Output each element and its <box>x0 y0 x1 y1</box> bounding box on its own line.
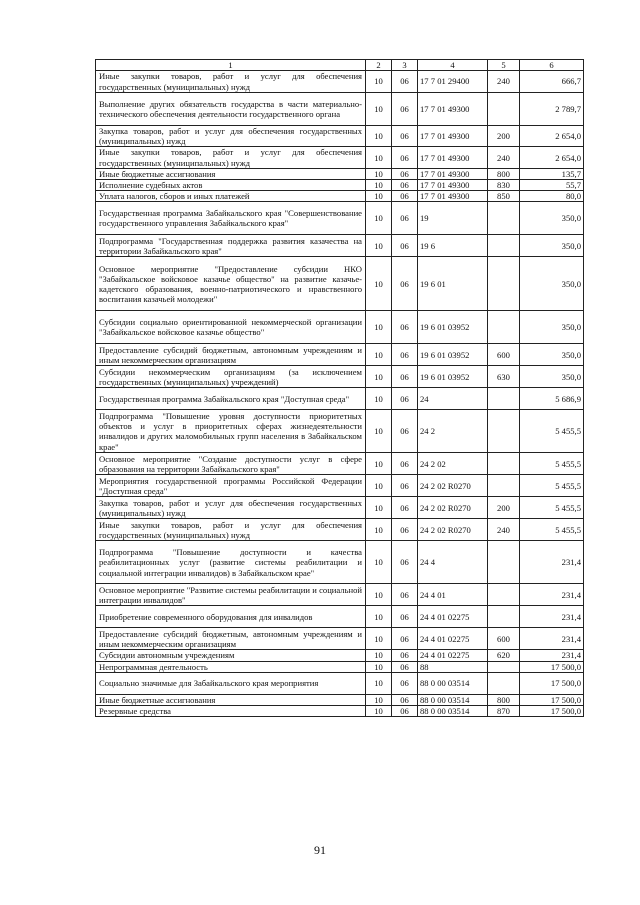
item-name: Закупка товаров, работ и услуг для обеспечения государственных (муниципальных) нужд <box>96 497 366 519</box>
amount-value: 350,0 <box>520 202 584 235</box>
amount-value: 231,4 <box>520 584 584 606</box>
expense-type-code: 240 <box>488 147 520 168</box>
section-code: 10 <box>366 672 392 694</box>
amount-value: 350,0 <box>520 235 584 257</box>
item-name: Иные закупки товаров, работ и услуг для обеспечения государственных (муниципальных) нужд <box>96 147 366 168</box>
section-code: 10 <box>366 344 392 366</box>
item-name: Основное мероприятие "Предоставление субсидии НКО "Забайкальское войсковое казачье общество" на развитие казачье-кадетского образования, военно-патриотического и нравственного воспитания казачьей молодежи" <box>96 257 366 311</box>
amount-value: 17 500,0 <box>520 661 584 672</box>
amount-value: 231,4 <box>520 650 584 661</box>
expense-type-code <box>488 672 520 694</box>
amount-value: 80,0 <box>520 191 584 202</box>
subsection-code: 06 <box>392 519 418 541</box>
subsection-code: 06 <box>392 628 418 650</box>
table-row <box>96 606 584 628</box>
target-article-code: 17 7 01 29400 <box>418 71 488 93</box>
expense-type-code: 630 <box>488 366 520 388</box>
expense-type-code <box>488 453 520 475</box>
amount-value: 5 455,5 <box>520 497 584 519</box>
section-code: 10 <box>366 126 392 147</box>
section-code: 10 <box>366 694 392 705</box>
target-article-code: 24 <box>418 388 488 410</box>
table-row <box>96 344 584 366</box>
amount-value: 666,7 <box>520 71 584 93</box>
amount-value: 231,4 <box>520 541 584 584</box>
subsection-code: 06 <box>392 93 418 126</box>
amount-value: 5 686,9 <box>520 388 584 410</box>
item-name: Иные закупки товаров, работ и услуг для обеспечения государственных (муниципальных) нужд <box>96 519 366 541</box>
budget-page <box>95 59 583 717</box>
target-article-code: 24 2 02 R0270 <box>418 475 488 497</box>
subsection-code: 06 <box>392 584 418 606</box>
target-article-code: 24 4 01 <box>418 584 488 606</box>
target-article-code: 17 7 01 49300 <box>418 180 488 191</box>
table-row <box>96 147 584 168</box>
expense-type-code <box>488 541 520 584</box>
item-name: Социально значимые для Забайкальского края мероприятия <box>96 672 366 694</box>
target-article-code: 19 6 01 <box>418 257 488 311</box>
section-code: 10 <box>366 257 392 311</box>
target-article-code: 19 6 <box>418 235 488 257</box>
table-row <box>96 388 584 410</box>
item-name: Непрограммная деятельность <box>96 661 366 672</box>
item-name: Закупка товаров, работ и услуг для обеспечения государственных (муниципальных) нужд <box>96 126 366 147</box>
section-code: 10 <box>366 706 392 717</box>
target-article-code: 17 7 01 49300 <box>418 168 488 179</box>
table-header-row <box>96 60 584 71</box>
table-row <box>96 311 584 344</box>
amount-value: 2 789,7 <box>520 93 584 126</box>
expense-type-code: 850 <box>488 191 520 202</box>
table-body <box>96 71 584 717</box>
expense-type-code: 830 <box>488 180 520 191</box>
table-row <box>96 168 584 179</box>
section-code: 10 <box>366 191 392 202</box>
section-code: 10 <box>366 650 392 661</box>
item-name: Уплата налогов, сборов и иных платежей <box>96 191 366 202</box>
target-article-code: 24 4 <box>418 541 488 584</box>
section-code: 10 <box>366 311 392 344</box>
subsection-code: 06 <box>392 147 418 168</box>
header-cell: 3 <box>392 60 418 71</box>
table-row <box>96 410 584 453</box>
table-row <box>96 257 584 311</box>
item-name: Основное мероприятие "Создание доступности услуг в сфере образования на территории Забайкальского края" <box>96 453 366 475</box>
expense-type-code <box>488 475 520 497</box>
section-code: 10 <box>366 93 392 126</box>
section-code: 10 <box>366 410 392 453</box>
item-name: Предоставление субсидий бюджетным, автономным учреждениям и иным некоммерческим организациям <box>96 628 366 650</box>
section-code: 10 <box>366 519 392 541</box>
expense-type-code: 600 <box>488 344 520 366</box>
table-row <box>96 366 584 388</box>
table-row <box>96 71 584 93</box>
header-cell: 6 <box>520 60 584 71</box>
section-code: 10 <box>366 366 392 388</box>
subsection-code: 06 <box>392 191 418 202</box>
header-cell: 2 <box>366 60 392 71</box>
expense-type-code <box>488 661 520 672</box>
table-row <box>96 475 584 497</box>
amount-value: 5 455,5 <box>520 519 584 541</box>
expense-type-code: 240 <box>488 519 520 541</box>
expense-type-code <box>488 235 520 257</box>
target-article-code: 88 0 00 03514 <box>418 706 488 717</box>
subsection-code: 06 <box>392 257 418 311</box>
item-name: Иные бюджетные ассигнования <box>96 168 366 179</box>
expense-type-code <box>488 410 520 453</box>
section-code: 10 <box>366 147 392 168</box>
amount-value: 17 500,0 <box>520 694 584 705</box>
table-row <box>96 93 584 126</box>
item-name: Субсидии некоммерческим организациям (за исключением государственных (муниципальных) учреждений) <box>96 366 366 388</box>
table-row <box>96 126 584 147</box>
section-code: 10 <box>366 541 392 584</box>
amount-value: 135,7 <box>520 168 584 179</box>
item-name: Мероприятия государственной программы Российской Федерации "Доступная среда" <box>96 475 366 497</box>
item-name: Резервные средства <box>96 706 366 717</box>
amount-value: 2 654,0 <box>520 147 584 168</box>
table-row <box>96 180 584 191</box>
table-row <box>96 672 584 694</box>
amount-value: 350,0 <box>520 257 584 311</box>
item-name: Подпрограмма "Повышение уровня доступности приоритетных объектов и услуг в приоритетных сферах жизнедеятельности инвалидов и других маломобильных групп населения в Забайкальском крае" <box>96 410 366 453</box>
section-code: 10 <box>366 497 392 519</box>
item-name: Субсидии социально ориентированной некоммерческой организации "Забайкальское войсковое казачье общество" <box>96 311 366 344</box>
item-name: Подпрограмма "Государственная поддержка развития казачества на территории Забайкальского края" <box>96 235 366 257</box>
subsection-code: 06 <box>392 453 418 475</box>
section-code: 10 <box>366 584 392 606</box>
table-row <box>96 453 584 475</box>
item-name: Государственная программа Забайкальского края "Совершенствование государственного управления Забайкальского края" <box>96 202 366 235</box>
section-code: 10 <box>366 475 392 497</box>
subsection-code: 06 <box>392 694 418 705</box>
target-article-code: 88 0 00 03514 <box>418 672 488 694</box>
subsection-code: 06 <box>392 606 418 628</box>
subsection-code: 06 <box>392 366 418 388</box>
amount-value: 55,7 <box>520 180 584 191</box>
item-name: Предоставление субсидий бюджетным, автономным учреждениям и иным некоммерческим организациям <box>96 344 366 366</box>
target-article-code: 24 2 02 R0270 <box>418 497 488 519</box>
subsection-code: 06 <box>392 672 418 694</box>
amount-value: 350,0 <box>520 311 584 344</box>
section-code: 10 <box>366 235 392 257</box>
amount-value: 350,0 <box>520 344 584 366</box>
table-row <box>96 628 584 650</box>
target-article-code: 24 2 02 <box>418 453 488 475</box>
item-name: Иные закупки товаров, работ и услуг для обеспечения государственных (муниципальных) нужд <box>96 71 366 93</box>
table-row <box>96 541 584 584</box>
section-code: 10 <box>366 388 392 410</box>
item-name: Иные бюджетные ассигнования <box>96 694 366 705</box>
subsection-code: 06 <box>392 541 418 584</box>
amount-value: 5 455,5 <box>520 453 584 475</box>
header-cell: 1 <box>96 60 366 71</box>
target-article-code: 24 4 01 02275 <box>418 650 488 661</box>
expense-type-code: 200 <box>488 497 520 519</box>
section-code: 10 <box>366 453 392 475</box>
subsection-code: 06 <box>392 168 418 179</box>
expense-type-code <box>488 257 520 311</box>
section-code: 10 <box>366 661 392 672</box>
table-row <box>96 694 584 705</box>
expense-type-code <box>488 311 520 344</box>
target-article-code: 88 <box>418 661 488 672</box>
expense-type-code: 870 <box>488 706 520 717</box>
table-row <box>96 650 584 661</box>
expense-type-code: 600 <box>488 628 520 650</box>
subsection-code: 06 <box>392 388 418 410</box>
target-article-code: 24 2 02 R0270 <box>418 519 488 541</box>
section-code: 10 <box>366 180 392 191</box>
target-article-code: 24 4 01 02275 <box>418 628 488 650</box>
amount-value: 5 455,5 <box>520 475 584 497</box>
table-row <box>96 202 584 235</box>
target-article-code: 17 7 01 49300 <box>418 93 488 126</box>
expense-type-code: 200 <box>488 126 520 147</box>
item-name: Выполнение других обязательств государства в части материально-технического обеспечения деятельности государственного органа <box>96 93 366 126</box>
expense-type-code <box>488 202 520 235</box>
target-article-code: 24 2 <box>418 410 488 453</box>
table-row <box>96 661 584 672</box>
subsection-code: 06 <box>392 650 418 661</box>
amount-value: 17 500,0 <box>520 672 584 694</box>
section-code: 10 <box>366 606 392 628</box>
target-article-code: 88 0 00 03514 <box>418 694 488 705</box>
subsection-code: 06 <box>392 706 418 717</box>
item-name: Субсидии автономным учреждениям <box>96 650 366 661</box>
amount-value: 2 654,0 <box>520 126 584 147</box>
item-name: Подпрограмма "Повышение доступности и качества реабилитационных услуг (развитие системы реабилитации и социальной интеграции инвалидов) в Забайкальском крае" <box>96 541 366 584</box>
subsection-code: 06 <box>392 202 418 235</box>
target-article-code: 17 7 01 49300 <box>418 147 488 168</box>
table-row <box>96 235 584 257</box>
expense-type-code: 800 <box>488 694 520 705</box>
expense-type-code: 620 <box>488 650 520 661</box>
table-row <box>96 497 584 519</box>
subsection-code: 06 <box>392 475 418 497</box>
target-article-code: 17 7 01 49300 <box>418 191 488 202</box>
subsection-code: 06 <box>392 311 418 344</box>
item-name: Приобретение современного оборудования для инвалидов <box>96 606 366 628</box>
amount-value: 231,4 <box>520 606 584 628</box>
target-article-code: 24 4 01 02275 <box>418 606 488 628</box>
subsection-code: 06 <box>392 71 418 93</box>
section-code: 10 <box>366 628 392 650</box>
header-cell: 5 <box>488 60 520 71</box>
header-cell: 4 <box>418 60 488 71</box>
table-row <box>96 584 584 606</box>
subsection-code: 06 <box>392 235 418 257</box>
subsection-code: 06 <box>392 180 418 191</box>
page-number: 91 <box>314 843 326 857</box>
target-article-code: 19 6 01 03952 <box>418 344 488 366</box>
section-code: 10 <box>366 202 392 235</box>
expense-type-code: 800 <box>488 168 520 179</box>
section-code: 10 <box>366 168 392 179</box>
amount-value: 350,0 <box>520 366 584 388</box>
target-article-code: 19 6 01 03952 <box>418 311 488 344</box>
subsection-code: 06 <box>392 344 418 366</box>
item-name: Исполнение судебных актов <box>96 180 366 191</box>
expense-type-code <box>488 93 520 126</box>
table-row <box>96 191 584 202</box>
budget-table <box>95 59 584 717</box>
item-name: Основное мероприятие "Развитие системы реабилитации и социальной интеграции инвалидов" <box>96 584 366 606</box>
item-name: Государственная программа Забайкальского края "Доступная среда" <box>96 388 366 410</box>
target-article-code: 19 <box>418 202 488 235</box>
target-article-code: 17 7 01 49300 <box>418 126 488 147</box>
subsection-code: 06 <box>392 126 418 147</box>
target-article-code: 19 6 01 03952 <box>418 366 488 388</box>
subsection-code: 06 <box>392 661 418 672</box>
expense-type-code <box>488 584 520 606</box>
expense-type-code <box>488 606 520 628</box>
table-row <box>96 519 584 541</box>
amount-value: 231,4 <box>520 628 584 650</box>
table-row <box>96 706 584 717</box>
subsection-code: 06 <box>392 410 418 453</box>
expense-type-code: 240 <box>488 71 520 93</box>
amount-value: 17 500,0 <box>520 706 584 717</box>
amount-value: 5 455,5 <box>520 410 584 453</box>
section-code: 10 <box>366 71 392 93</box>
expense-type-code <box>488 388 520 410</box>
subsection-code: 06 <box>392 497 418 519</box>
